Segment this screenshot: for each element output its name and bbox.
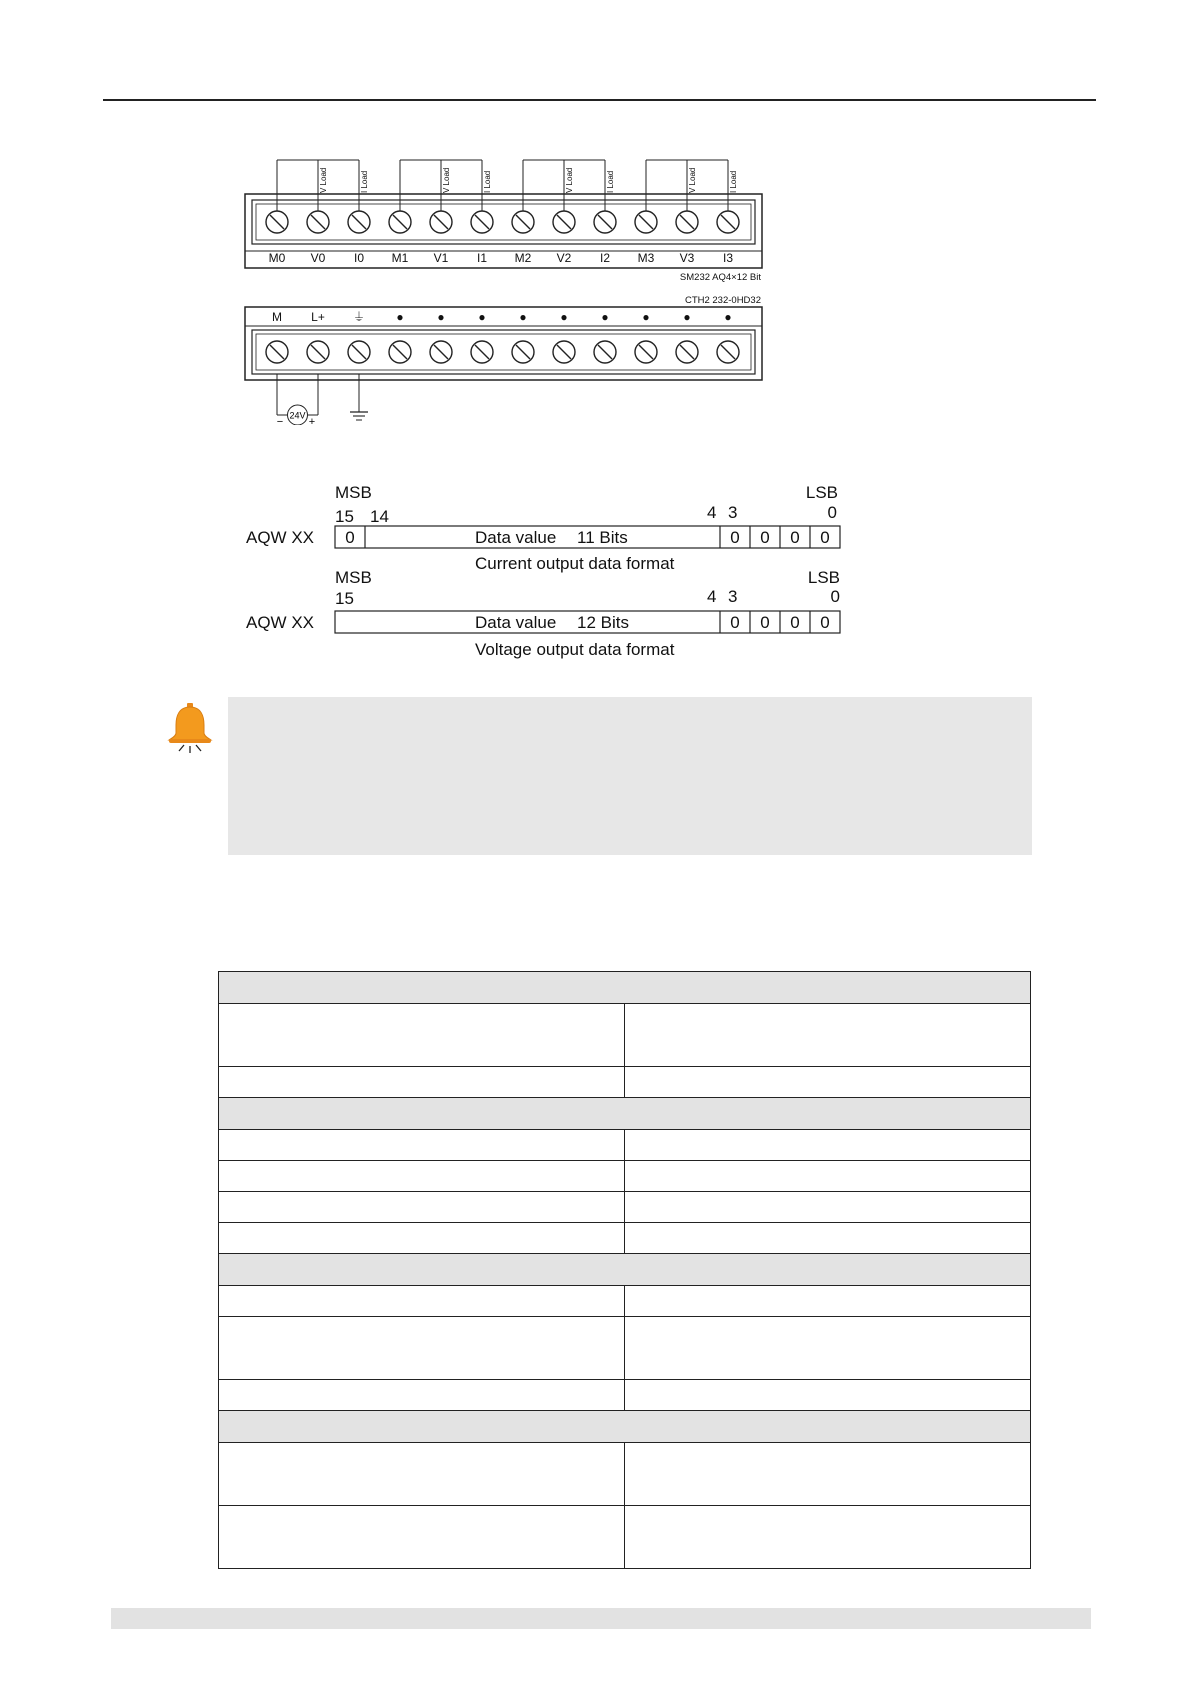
table-section-row [219,1411,1031,1443]
bottom-module-part-no: CTH2 232-0HD32 [684,295,761,306]
table-value-cell [625,1443,1031,1506]
current-sign-bit: 0 [345,528,355,547]
table-param-cell [219,1380,625,1411]
terminal-label: I0 [353,251,365,265]
table-param-cell [219,1443,625,1506]
data-format-diagram [240,480,860,670]
table-section-cell [219,1411,1031,1443]
load-label: I Load [360,170,369,193]
terminal-label: I2 [599,251,611,265]
current-bit-0: 0 [827,503,837,522]
current-low-bit: 0 [760,528,770,547]
load-label: I Load [483,170,492,193]
load-label: I Load [606,170,615,193]
table-row [219,1004,1031,1067]
voltage-bit-15: 15 [335,589,354,608]
terminal-label: I3 [722,251,734,265]
terminal-label: ● [601,310,609,324]
table-row [219,1286,1031,1317]
terminal-label: ● [478,310,486,324]
supply-24v-label: 24V [289,410,306,421]
load-label: I Load [729,170,738,193]
voltage-low-bit: 0 [730,613,740,632]
terminal-label: ● [519,310,527,324]
table-row [219,1192,1031,1223]
terminal-label: M2 [514,251,532,265]
current-register: AQW XX [246,528,315,547]
terminal-label: ● [396,310,404,324]
voltage-low-bit: 0 [760,613,770,632]
spec-table [218,971,1031,1569]
table-param-cell [219,1317,625,1380]
terminal-label: V0 [310,251,326,265]
voltage-low-bit: 0 [820,613,830,632]
table-param-cell [219,1004,625,1067]
table-row [219,1067,1031,1098]
table-row [219,1223,1031,1254]
table-value-cell [625,1004,1031,1067]
table-value-cell [625,1223,1031,1254]
current-lsb: LSB [805,483,838,502]
load-label: V Load [442,167,451,193]
notice-box [228,697,1032,855]
current-bit-3: 3 [728,503,738,522]
terminal-label: V3 [679,251,695,265]
table-section-row [219,972,1031,1004]
supply-plus: + [308,416,316,425]
voltage-lsb: LSB [807,568,840,587]
table-value-cell [625,1067,1031,1098]
table-value-cell [625,1380,1031,1411]
terminal-label: I1 [476,251,488,265]
terminal-label: ● [560,310,568,324]
terminal-label: ● [437,310,445,324]
terminal-label: ● [724,310,732,324]
table-row [219,1317,1031,1380]
table-param-cell [219,1067,625,1098]
table-param-cell [219,1192,625,1223]
terminal-label: ⏚ [352,310,366,324]
voltage-low-bit: 0 [790,613,800,632]
voltage-msb: MSB [335,568,372,587]
table-section-cell [219,972,1031,1004]
current-low-bit: 0 [820,528,830,547]
table-value-cell [625,1161,1031,1192]
footer-bar [111,1608,1091,1629]
bell-icon [164,703,216,755]
header-rule [103,99,1096,101]
table-value-cell [625,1130,1031,1161]
current-bit-15: 15 [335,507,354,526]
load-label: V Load [688,167,697,193]
terminal-label: V2 [556,251,572,265]
current-data-label: Data value [475,528,557,547]
table-row [219,1130,1031,1161]
voltage-register: AQW XX [246,613,315,632]
current-low-bit: 0 [790,528,800,547]
terminal-label: M0 [268,251,286,265]
table-param-cell [219,1286,625,1317]
load-label: V Load [319,167,328,193]
table-row [219,1161,1031,1192]
terminal-label: L+ [311,310,325,324]
voltage-bit-3: 3 [728,587,738,606]
table-param-cell [219,1506,625,1569]
current-caption: Current output data format [475,554,675,573]
terminal-label: M [272,310,282,324]
terminal-label: ● [642,310,650,324]
table-section-row [219,1098,1031,1130]
terminal-label: M3 [637,251,655,265]
table-value-cell [625,1506,1031,1569]
voltage-bit-0: 0 [830,587,840,606]
voltage-caption: Voltage output data format [475,640,675,659]
current-bits-label: 11 Bits [577,528,628,547]
supply-minus: − [276,416,284,425]
table-param-cell [219,1161,625,1192]
table-section-cell [219,1098,1031,1130]
table-row [219,1380,1031,1411]
current-bit-4: 4 [707,503,717,522]
voltage-bits-label: 12 Bits [577,613,629,632]
table-row [219,1443,1031,1506]
current-msb: MSB [335,483,372,502]
terminal-label: V1 [433,251,449,265]
table-param-cell [219,1223,625,1254]
voltage-data-label: Data value [475,613,557,632]
table-value-cell [625,1192,1031,1223]
current-low-bit: 0 [730,528,740,547]
current-bit-14: 14 [370,507,389,526]
terminal-label: ● [683,310,691,324]
table-section-row [219,1254,1031,1286]
top-module-model: SM232 AQ4×12 Bit [679,272,761,283]
table-value-cell [625,1317,1031,1380]
table-value-cell [625,1286,1031,1317]
wiring-diagram [240,150,770,425]
table-section-cell [219,1254,1031,1286]
table-param-cell [219,1130,625,1161]
table-row [219,1506,1031,1569]
terminal-label: M1 [391,251,409,265]
load-label: V Load [565,167,574,193]
voltage-bit-4: 4 [707,587,717,606]
